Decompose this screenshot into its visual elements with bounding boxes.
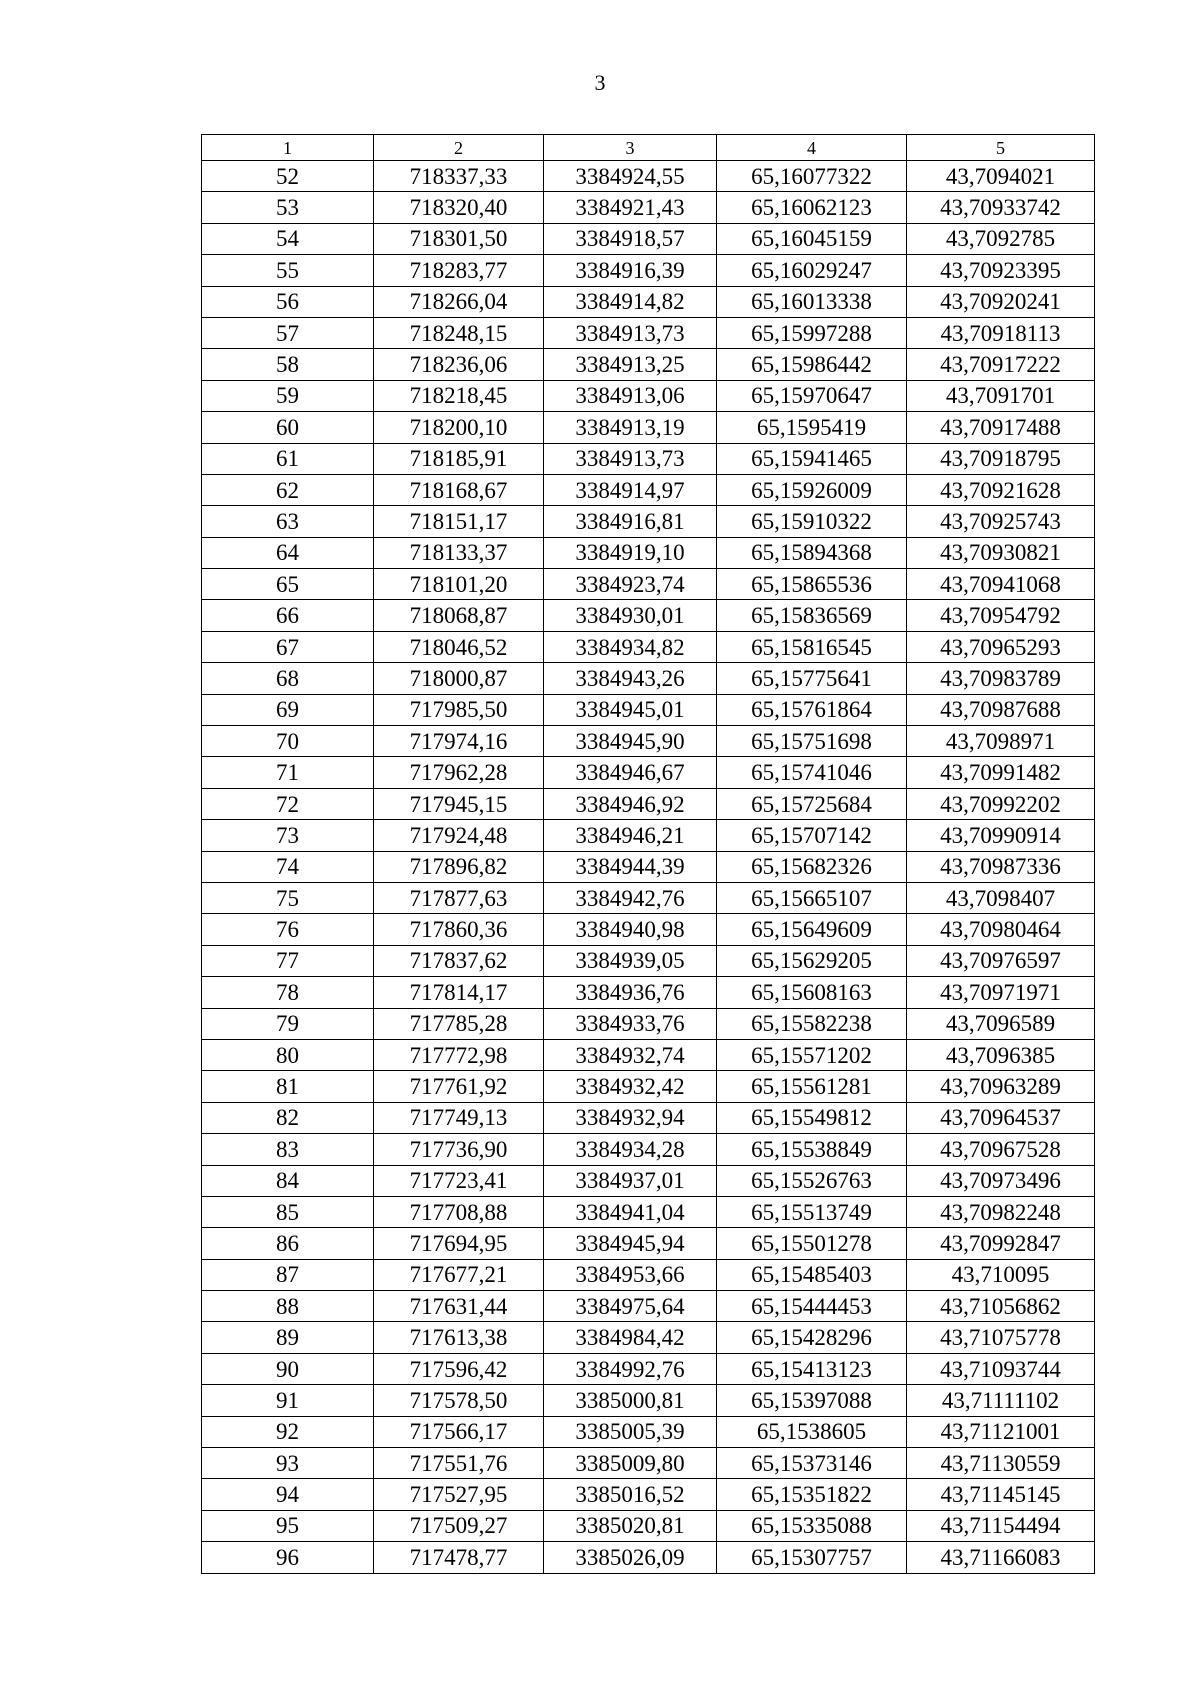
y-coordinate-cell: 3384939,05 [544,945,717,976]
longitude-cell: 65,15335088 [717,1510,907,1541]
x-coordinate-cell: 718248,15 [374,317,544,348]
page-number: 3 [594,70,606,95]
longitude-cell: 65,15865536 [717,569,907,600]
y-coordinate-cell: 3384913,06 [544,380,717,411]
x-coordinate-cell: 717814,17 [374,977,544,1008]
x-coordinate-cell: 718200,10 [374,412,544,443]
x-coordinate-cell: 717677,21 [374,1259,544,1290]
x-coordinate-cell: 717708,88 [374,1196,544,1227]
point-number-cell: 60 [202,412,374,443]
point-number-cell: 86 [202,1228,374,1259]
point-number-cell: 75 [202,882,374,913]
latitude-cell: 43,7092785 [907,223,1095,254]
y-coordinate-cell: 3385026,09 [544,1542,717,1573]
latitude-cell: 43,70987336 [907,851,1095,882]
longitude-cell: 65,15351822 [717,1479,907,1510]
table-row [202,1039,1095,1070]
x-coordinate-cell: 718046,52 [374,631,544,662]
point-number-cell: 58 [202,349,374,380]
x-coordinate-cell: 717478,77 [374,1542,544,1573]
y-coordinate-cell: 3384953,66 [544,1259,717,1290]
table-row [202,1071,1095,1102]
x-coordinate-cell: 717772,98 [374,1039,544,1070]
table-row [202,349,1095,380]
table-row [202,1291,1095,1322]
longitude-cell: 65,15816545 [717,631,907,662]
table-row [202,537,1095,568]
y-coordinate-cell: 3384913,25 [544,349,717,380]
longitude-cell: 65,15561281 [717,1071,907,1102]
y-coordinate-cell: 3384936,76 [544,977,717,1008]
point-number-cell: 90 [202,1353,374,1384]
y-coordinate-cell: 3384919,10 [544,537,717,568]
point-number-cell: 56 [202,286,374,317]
longitude-cell: 65,15665107 [717,882,907,913]
table-row [202,1134,1095,1165]
y-coordinate-cell: 3384914,82 [544,286,717,317]
latitude-cell: 43,7098407 [907,882,1095,913]
longitude-cell: 65,15725684 [717,788,907,819]
table-row [202,1102,1095,1133]
latitude-cell: 43,70918795 [907,443,1095,474]
latitude-cell: 43,70920241 [907,286,1095,317]
x-coordinate-cell: 717566,17 [374,1416,544,1447]
x-coordinate-cell: 718151,17 [374,506,544,537]
point-number-cell: 68 [202,663,374,694]
table-row [202,1416,1095,1447]
y-coordinate-cell: 3384934,28 [544,1134,717,1165]
y-coordinate-cell: 3384932,74 [544,1039,717,1070]
y-coordinate-cell: 3384946,92 [544,788,717,819]
table-row [202,317,1095,348]
column-header-5: 5 [907,135,1095,161]
longitude-cell: 65,1538605 [717,1416,907,1447]
longitude-cell: 65,15910322 [717,506,907,537]
latitude-cell: 43,7096589 [907,1008,1095,1039]
longitude-cell: 65,15894368 [717,537,907,568]
y-coordinate-cell: 3384924,55 [544,161,717,192]
column-header-4: 4 [717,135,907,161]
longitude-cell: 65,15501278 [717,1228,907,1259]
longitude-cell: 65,15741046 [717,757,907,788]
point-number-cell: 88 [202,1291,374,1322]
x-coordinate-cell: 718218,45 [374,380,544,411]
table-row [202,1322,1095,1353]
table-row [202,1542,1095,1573]
table-row [202,945,1095,976]
latitude-cell: 43,71121001 [907,1416,1095,1447]
point-number-cell: 62 [202,474,374,505]
point-number-cell: 96 [202,1542,374,1573]
table-row [202,851,1095,882]
longitude-cell: 65,15775641 [717,663,907,694]
x-coordinate-cell: 718236,06 [374,349,544,380]
point-number-cell: 80 [202,1039,374,1070]
latitude-cell: 43,71166083 [907,1542,1095,1573]
point-number-cell: 64 [202,537,374,568]
latitude-cell: 43,70987688 [907,694,1095,725]
y-coordinate-cell: 3384937,01 [544,1165,717,1196]
table-row [202,631,1095,662]
longitude-cell: 65,16029247 [717,255,907,286]
table-row [202,506,1095,537]
y-coordinate-cell: 3384941,04 [544,1196,717,1227]
x-coordinate-cell: 717578,50 [374,1385,544,1416]
y-coordinate-cell: 3384914,97 [544,474,717,505]
point-number-cell: 77 [202,945,374,976]
point-number-cell: 54 [202,223,374,254]
table-row [202,1385,1095,1416]
y-coordinate-cell: 3384940,98 [544,914,717,945]
table-row [202,161,1095,192]
latitude-cell: 43,70917488 [907,412,1095,443]
x-coordinate-cell: 718168,67 [374,474,544,505]
y-coordinate-cell: 3384946,21 [544,820,717,851]
table-row [202,380,1095,411]
latitude-cell: 43,70976597 [907,945,1095,976]
y-coordinate-cell: 3384916,39 [544,255,717,286]
table-row [202,600,1095,631]
latitude-cell: 43,70921628 [907,474,1095,505]
y-coordinate-cell: 3384942,76 [544,882,717,913]
table-row [202,663,1095,694]
table-row [202,820,1095,851]
x-coordinate-cell: 718101,20 [374,569,544,600]
table-row [202,1510,1095,1541]
latitude-cell: 43,71093744 [907,1353,1095,1384]
point-number-cell: 78 [202,977,374,1008]
point-number-cell: 93 [202,1448,374,1479]
x-coordinate-cell: 717785,28 [374,1008,544,1039]
latitude-cell: 43,70990914 [907,820,1095,851]
x-coordinate-cell: 717945,15 [374,788,544,819]
x-coordinate-cell: 717749,13 [374,1102,544,1133]
x-coordinate-cell: 718000,87 [374,663,544,694]
point-number-cell: 55 [202,255,374,286]
x-coordinate-cell: 718068,87 [374,600,544,631]
x-coordinate-cell: 717837,62 [374,945,544,976]
x-coordinate-cell: 717924,48 [374,820,544,851]
longitude-cell: 65,15444453 [717,1291,907,1322]
point-number-cell: 92 [202,1416,374,1447]
point-number-cell: 87 [202,1259,374,1290]
table-row [202,977,1095,1008]
x-coordinate-cell: 717860,36 [374,914,544,945]
table-row [202,1228,1095,1259]
y-coordinate-cell: 3384921,43 [544,192,717,223]
longitude-cell: 65,15970647 [717,380,907,411]
point-number-cell: 74 [202,851,374,882]
latitude-cell: 43,71111102 [907,1385,1095,1416]
longitude-cell: 65,15373146 [717,1448,907,1479]
point-number-cell: 57 [202,317,374,348]
point-number-cell: 59 [202,380,374,411]
x-coordinate-cell: 717877,63 [374,882,544,913]
latitude-cell: 43,70954792 [907,600,1095,631]
longitude-cell: 65,15649609 [717,914,907,945]
latitude-cell: 43,70930821 [907,537,1095,568]
point-number-cell: 76 [202,914,374,945]
point-number-cell: 84 [202,1165,374,1196]
latitude-cell: 43,71056862 [907,1291,1095,1322]
table-row [202,1448,1095,1479]
longitude-cell: 65,15682326 [717,851,907,882]
x-coordinate-cell: 718283,77 [374,255,544,286]
table-row [202,1479,1095,1510]
longitude-cell: 65,16013338 [717,286,907,317]
longitude-cell: 65,15751698 [717,726,907,757]
longitude-cell: 65,15513749 [717,1196,907,1227]
longitude-cell: 65,15485403 [717,1259,907,1290]
point-number-cell: 95 [202,1510,374,1541]
longitude-cell: 65,15941465 [717,443,907,474]
table-header [202,135,1095,161]
table-body [202,161,1095,1574]
y-coordinate-cell: 3385009,80 [544,1448,717,1479]
latitude-cell: 43,70918113 [907,317,1095,348]
longitude-cell: 65,15761864 [717,694,907,725]
point-number-cell: 71 [202,757,374,788]
x-coordinate-cell: 717985,50 [374,694,544,725]
header-row [202,135,1095,161]
point-number-cell: 91 [202,1385,374,1416]
x-coordinate-cell: 717723,41 [374,1165,544,1196]
longitude-cell: 65,15926009 [717,474,907,505]
point-number-cell: 52 [202,161,374,192]
latitude-cell: 43,70992847 [907,1228,1095,1259]
table-row [202,1196,1095,1227]
point-number-cell: 65 [202,569,374,600]
longitude-cell: 65,15836569 [717,600,907,631]
table-row [202,694,1095,725]
y-coordinate-cell: 3384945,94 [544,1228,717,1259]
coordinates-table [201,134,1095,1574]
y-coordinate-cell: 3384918,57 [544,223,717,254]
y-coordinate-cell: 3384913,73 [544,317,717,348]
latitude-cell: 43,7096385 [907,1039,1095,1070]
table-row [202,1165,1095,1196]
table-row [202,914,1095,945]
table-row [202,223,1095,254]
y-coordinate-cell: 3384946,67 [544,757,717,788]
latitude-cell: 43,70917222 [907,349,1095,380]
y-coordinate-cell: 3385005,39 [544,1416,717,1447]
y-coordinate-cell: 3384913,73 [544,443,717,474]
x-coordinate-cell: 717974,16 [374,726,544,757]
longitude-cell: 65,15997288 [717,317,907,348]
longitude-cell: 65,15582238 [717,1008,907,1039]
x-coordinate-cell: 717736,90 [374,1134,544,1165]
y-coordinate-cell: 3385020,81 [544,1510,717,1541]
point-number-cell: 66 [202,600,374,631]
x-coordinate-cell: 717613,38 [374,1322,544,1353]
latitude-cell: 43,71075778 [907,1322,1095,1353]
longitude-cell: 65,15538849 [717,1134,907,1165]
x-coordinate-cell: 717527,95 [374,1479,544,1510]
latitude-cell: 43,70964537 [907,1102,1095,1133]
latitude-cell: 43,71154494 [907,1510,1095,1541]
y-coordinate-cell: 3384943,26 [544,663,717,694]
x-coordinate-cell: 718301,50 [374,223,544,254]
latitude-cell: 43,70965293 [907,631,1095,662]
longitude-cell: 65,15307757 [717,1542,907,1573]
y-coordinate-cell: 3384916,81 [544,506,717,537]
latitude-cell: 43,70941068 [907,569,1095,600]
y-coordinate-cell: 3384975,64 [544,1291,717,1322]
table-row [202,882,1095,913]
latitude-cell: 43,7098971 [907,726,1095,757]
table-row [202,757,1095,788]
y-coordinate-cell: 3384945,90 [544,726,717,757]
x-coordinate-cell: 718133,37 [374,537,544,568]
table-row [202,474,1095,505]
y-coordinate-cell: 3384934,82 [544,631,717,662]
point-number-cell: 61 [202,443,374,474]
column-header-2: 2 [374,135,544,161]
y-coordinate-cell: 3385016,52 [544,1479,717,1510]
longitude-cell: 65,16062123 [717,192,907,223]
latitude-cell: 43,70973496 [907,1165,1095,1196]
point-number-cell: 81 [202,1071,374,1102]
latitude-cell: 43,7094021 [907,161,1095,192]
point-number-cell: 70 [202,726,374,757]
point-number-cell: 89 [202,1322,374,1353]
latitude-cell: 43,71130559 [907,1448,1095,1479]
x-coordinate-cell: 717896,82 [374,851,544,882]
latitude-cell: 43,70925743 [907,506,1095,537]
longitude-cell: 65,15397088 [717,1385,907,1416]
longitude-cell: 65,15413123 [717,1353,907,1384]
longitude-cell: 65,15629205 [717,945,907,976]
x-coordinate-cell: 717596,42 [374,1353,544,1384]
table-row [202,726,1095,757]
latitude-cell: 43,70983789 [907,663,1095,694]
table-row [202,192,1095,223]
latitude-cell: 43,70982248 [907,1196,1095,1227]
y-coordinate-cell: 3384992,76 [544,1353,717,1384]
y-coordinate-cell: 3384984,42 [544,1322,717,1353]
column-header-1: 1 [202,135,374,161]
latitude-cell: 43,70991482 [907,757,1095,788]
point-number-cell: 82 [202,1102,374,1133]
latitude-cell: 43,70971971 [907,977,1095,1008]
point-number-cell: 67 [202,631,374,662]
latitude-cell: 43,70992202 [907,788,1095,819]
point-number-cell: 79 [202,1008,374,1039]
y-coordinate-cell: 3384923,74 [544,569,717,600]
longitude-cell: 65,15608163 [717,977,907,1008]
x-coordinate-cell: 717761,92 [374,1071,544,1102]
table-row [202,443,1095,474]
latitude-cell: 43,70923395 [907,255,1095,286]
longitude-cell: 65,16045159 [717,223,907,254]
latitude-cell: 43,7091701 [907,380,1095,411]
table-row [202,1259,1095,1290]
longitude-cell: 65,16077322 [717,161,907,192]
point-number-cell: 83 [202,1134,374,1165]
longitude-cell: 65,15526763 [717,1165,907,1196]
x-coordinate-cell: 718185,91 [374,443,544,474]
x-coordinate-cell: 717509,27 [374,1510,544,1541]
table-row [202,286,1095,317]
latitude-cell: 43,70980464 [907,914,1095,945]
x-coordinate-cell: 718266,04 [374,286,544,317]
y-coordinate-cell: 3384930,01 [544,600,717,631]
point-number-cell: 63 [202,506,374,537]
x-coordinate-cell: 717551,76 [374,1448,544,1479]
longitude-cell: 65,15549812 [717,1102,907,1133]
latitude-cell: 43,710095 [907,1259,1095,1290]
y-coordinate-cell: 3384945,01 [544,694,717,725]
table-row [202,412,1095,443]
longitude-cell: 65,15707142 [717,820,907,851]
y-coordinate-cell: 3385000,81 [544,1385,717,1416]
y-coordinate-cell: 3384933,76 [544,1008,717,1039]
longitude-cell: 65,15986442 [717,349,907,380]
y-coordinate-cell: 3384944,39 [544,851,717,882]
longitude-cell: 65,15428296 [717,1322,907,1353]
x-coordinate-cell: 717962,28 [374,757,544,788]
table-row [202,569,1095,600]
y-coordinate-cell: 3384913,19 [544,412,717,443]
point-number-cell: 69 [202,694,374,725]
point-number-cell: 94 [202,1479,374,1510]
x-coordinate-cell: 717694,95 [374,1228,544,1259]
point-number-cell: 85 [202,1196,374,1227]
table-row [202,255,1095,286]
y-coordinate-cell: 3384932,42 [544,1071,717,1102]
x-coordinate-cell: 717631,44 [374,1291,544,1322]
y-coordinate-cell: 3384932,94 [544,1102,717,1133]
x-coordinate-cell: 718320,40 [374,192,544,223]
latitude-cell: 43,70967528 [907,1134,1095,1165]
table-row [202,788,1095,819]
longitude-cell: 65,1595419 [717,412,907,443]
x-coordinate-cell: 718337,33 [374,161,544,192]
latitude-cell: 43,70963289 [907,1071,1095,1102]
longitude-cell: 65,15571202 [717,1039,907,1070]
latitude-cell: 43,70933742 [907,192,1095,223]
point-number-cell: 53 [202,192,374,223]
latitude-cell: 43,71145145 [907,1479,1095,1510]
point-number-cell: 72 [202,788,374,819]
table-row [202,1008,1095,1039]
point-number-cell: 73 [202,820,374,851]
table-row [202,1353,1095,1384]
column-header-3: 3 [544,135,717,161]
